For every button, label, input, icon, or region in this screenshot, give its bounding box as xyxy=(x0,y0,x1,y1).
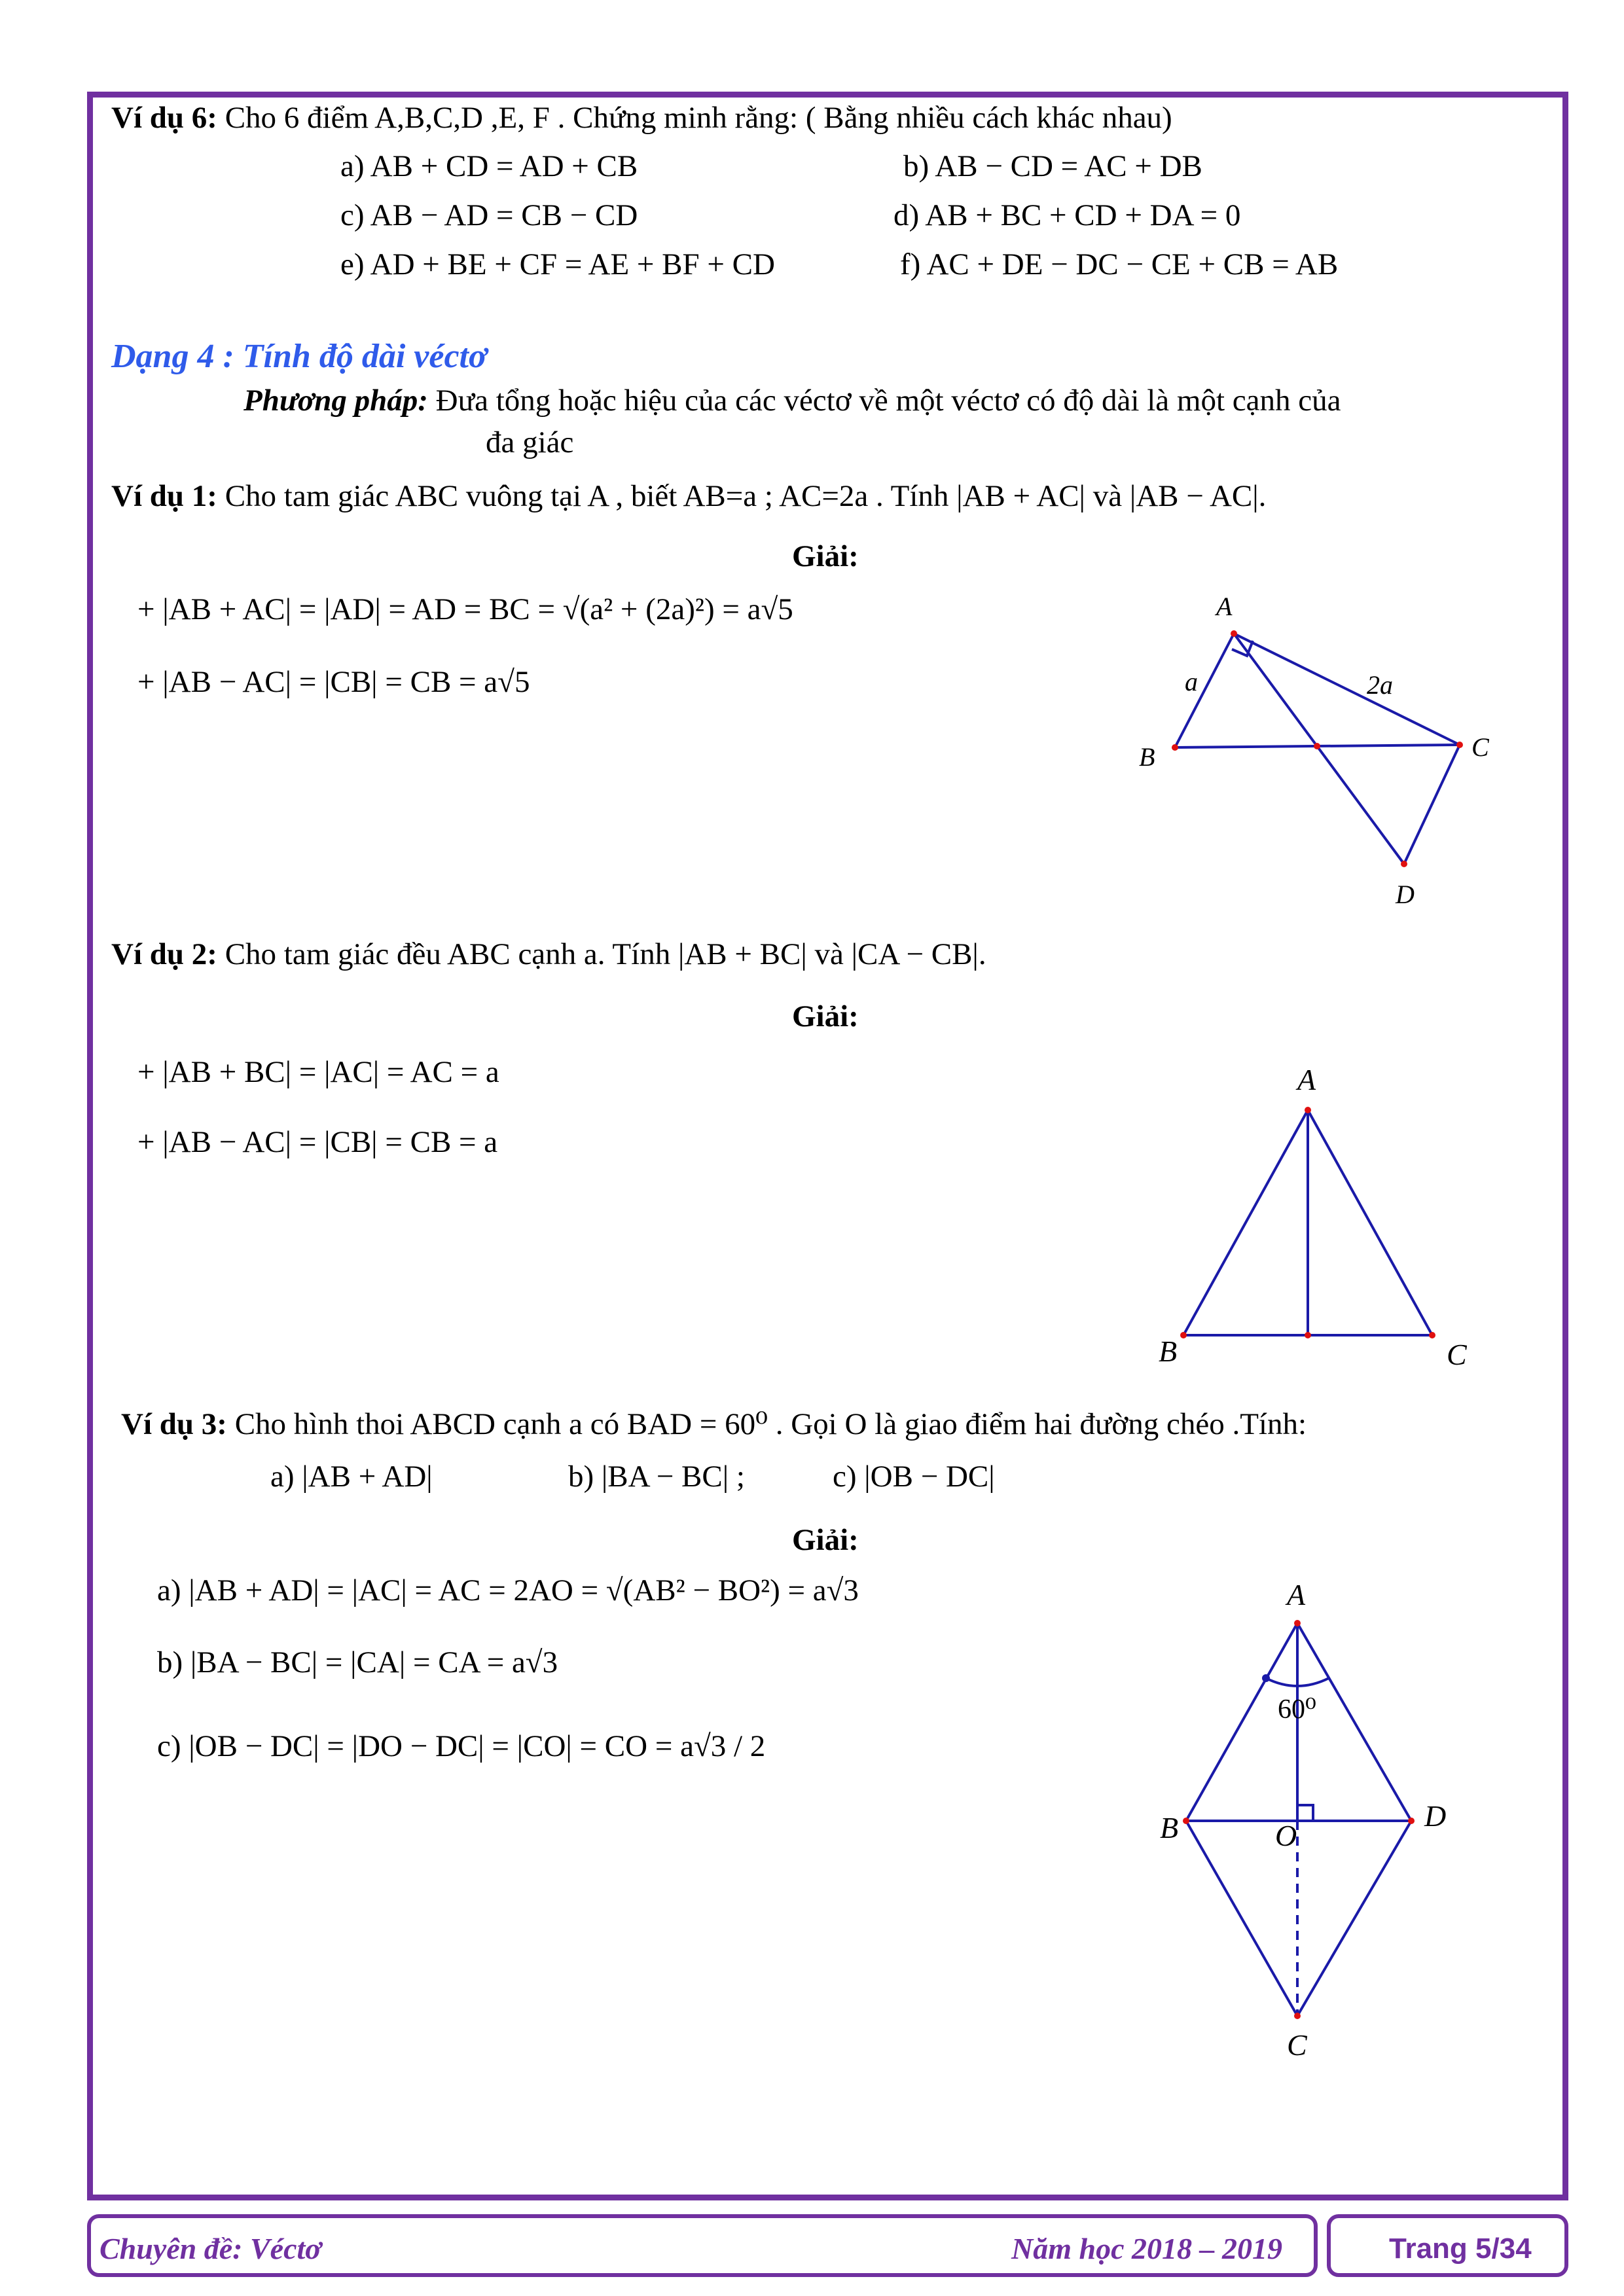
fig1-side-ac: 2a xyxy=(1367,670,1393,700)
fig1-edge-ac xyxy=(1234,634,1460,745)
example6-item-d: d) AB + BC + CD + DA = 0 xyxy=(893,198,1241,232)
fig3-right-angle xyxy=(1297,1805,1313,1821)
example3-figure xyxy=(1126,1571,1519,2068)
example3-text: Cho hình thoi ABCD cạnh a có BAD = 60⁰ . Gọi O là giao điểm hai đường chéo .Tính: xyxy=(234,1407,1307,1441)
example6-label: Ví dụ 6: xyxy=(111,101,217,135)
fig1-label-b: B xyxy=(1139,742,1155,772)
example3-line-b: b) |BA − BC| = |CA| = CA = a√3 xyxy=(157,1645,558,1679)
fig1-edge-ab xyxy=(1175,634,1234,747)
example3-question-a: a) |AB + AD| xyxy=(270,1460,433,1494)
example3-question-b: b) |BA − BC| ; xyxy=(568,1460,745,1494)
example1-statement xyxy=(111,478,1266,514)
fig3-angle-label: 60⁰ xyxy=(1278,1695,1316,1725)
fig1-side-ab: a xyxy=(1185,667,1198,696)
example2-figure xyxy=(1126,1047,1519,1388)
example6-item-f: f) AC + DE − DC − CE + CB = AB xyxy=(900,247,1339,281)
example1-label: Ví dụ 1: xyxy=(111,479,217,513)
example1-solution-label: Giải: xyxy=(792,539,859,573)
example3-line-a: a) |AB + AD| = |AC| = AC = 2AO = √(AB² − BO²) = a√3 xyxy=(157,1573,859,1607)
footer-year: Năm học 2018 – 2019 xyxy=(1011,2232,1282,2265)
example1-figure xyxy=(1113,576,1519,916)
fig3-label-b: B xyxy=(1160,1811,1179,1844)
section-title: Dạng 4 : Tính độ dài véctơ xyxy=(111,338,487,375)
footer-page-number: Trang 5/34 xyxy=(1389,2233,1532,2265)
method-text-1: Đưa tổng hoặc hiệu của các véctơ về một véctơ có độ dài là một cạnh của xyxy=(435,384,1341,418)
example3-label: Ví dụ 3: xyxy=(121,1407,227,1441)
example6-item-e: e) AD + BE + CF = AE + BF + CD xyxy=(340,247,775,281)
fig1-label-a: A xyxy=(1216,592,1233,621)
example6-item-a: a) AB + CD = AD + CB xyxy=(340,149,638,183)
fig3-label-d: D xyxy=(1424,1799,1447,1833)
example6-text: Cho 6 điểm A,B,C,D ,E, F . Chứng minh rằng: ( Bằng nhiều cách khác nhau) xyxy=(225,101,1172,135)
fig2-edge-ab xyxy=(1183,1110,1308,1335)
fig3-label-o: O xyxy=(1275,1819,1297,1852)
example6-item-c: c) AB − AD = CB − CD xyxy=(340,198,638,232)
example2-solution-label: Giải: xyxy=(792,999,859,1033)
example6-item-b: b) AB − CD = AC + DB xyxy=(903,149,1202,183)
fig2-label-c: C xyxy=(1447,1338,1467,1371)
method-label: Phương pháp: xyxy=(244,384,428,418)
example2-line-1: + |AB + BC| = |AC| = AC = a xyxy=(137,1055,499,1089)
example3-line-c: c) |OB − DC| = |DO − DC| = |CO| = CO = a√3 / 2 xyxy=(157,1729,766,1763)
fig1-label-c: C xyxy=(1471,732,1489,762)
example2-label: Ví dụ 2: xyxy=(111,937,217,971)
example6-statement xyxy=(111,99,1172,136)
fig2-edge-ac xyxy=(1308,1110,1432,1335)
fig3-label-c: C xyxy=(1287,2028,1307,2062)
example2-line-2: + |AB − AC| = |CB| = CB = a xyxy=(137,1125,498,1159)
example1-line-1: + |AB + AC| = |AD| = AD = BC = √(a² + (2a)²) = a√5 xyxy=(137,592,793,626)
example1-line-2: + |AB − AC| = |CB| = CB = a√5 xyxy=(137,665,530,699)
example3-question-c: c) |OB − DC| xyxy=(833,1460,995,1494)
example1-text: Cho tam giác ABC vuông tại A , biết AB=a ; AC=2a . Tính |AB + AC| và |AB − AC|. xyxy=(225,479,1267,513)
example3-statement xyxy=(121,1406,1307,1443)
method-line-2: đa giác xyxy=(486,425,574,459)
fig2-label-b: B xyxy=(1159,1335,1178,1368)
footer-topic: Chuyên đề: Véctơ xyxy=(99,2232,321,2265)
example2-statement xyxy=(111,936,986,973)
example3-solution-label: Giải: xyxy=(792,1523,859,1557)
example2-text: Cho tam giác đều ABC cạnh a. Tính |AB + BC| và |CA − CB|. xyxy=(225,937,986,971)
fig3-label-a: A xyxy=(1287,1578,1306,1611)
method-line-1 xyxy=(244,382,1341,419)
fig2-label-a: A xyxy=(1297,1063,1316,1096)
fig1-edge-cd xyxy=(1404,745,1460,864)
fig1-label-d: D xyxy=(1396,880,1415,909)
fig3-edge-dc xyxy=(1297,1821,1411,2016)
